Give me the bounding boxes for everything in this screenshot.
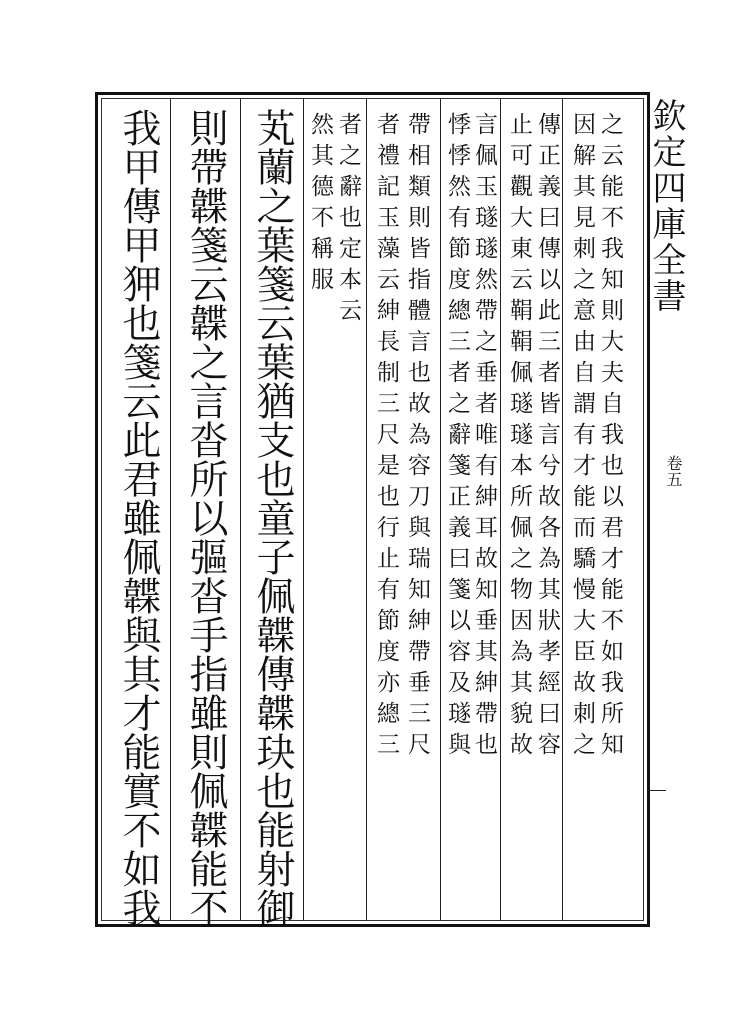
column-rule — [240, 98, 241, 921]
commentary-column: 然其德不稱服 — [307, 112, 333, 298]
column-rule — [303, 98, 304, 921]
column-rule — [440, 98, 441, 921]
volume-label: 卷五 — [664, 455, 683, 487]
book-title: 欽定四庫全書 — [646, 98, 686, 314]
commentary-column: 者之辭也定本云 — [335, 112, 361, 329]
commentary-column: 傳正義曰傳以此三者皆言兮故各為其狀孝經曰容 — [534, 112, 560, 763]
commentary-column: 悸悸然有節度總三者之辭箋正義曰箋以容及璲與 — [444, 112, 470, 763]
commentary-column: 者禮記玉藻云紳長制三尺是也行止有節度亦總三 — [373, 112, 399, 763]
main-text-column: 芄蘭之葉箋云葉猶支也童子佩韘傳韘玦也能射御 — [250, 108, 295, 927]
commentary-column: 止可觀大東云鞙鞙佩璲璲本所佩之物因為其貌故 — [506, 112, 532, 763]
commentary-column: 帶相類則皆指體言也故為容刀與瑞知紳帶垂三尺 — [404, 112, 430, 763]
margin-tick — [650, 790, 666, 791]
column-rule — [366, 98, 367, 921]
column-rule — [500, 98, 501, 921]
commentary-column: 因解其見刺之意由自謂有才能而驕慢大臣故刺之 — [569, 112, 595, 763]
main-text-column: 則帶韘箋云韘之言沓所以彄沓手指雖則佩韘能不 — [183, 108, 228, 927]
commentary-column: 之云能不我知則大夫自我也以君才能不如我所知 — [597, 112, 623, 763]
column-rule — [562, 98, 563, 921]
column-rule — [170, 98, 171, 921]
main-text-column: 我甲傳甲狎也箋云此君雖佩韘與其才能實不如我 — [116, 108, 161, 927]
commentary-column: 言佩玉璲璲然帶之垂者唯有紳耳故知垂其紳帶也 — [471, 112, 497, 763]
